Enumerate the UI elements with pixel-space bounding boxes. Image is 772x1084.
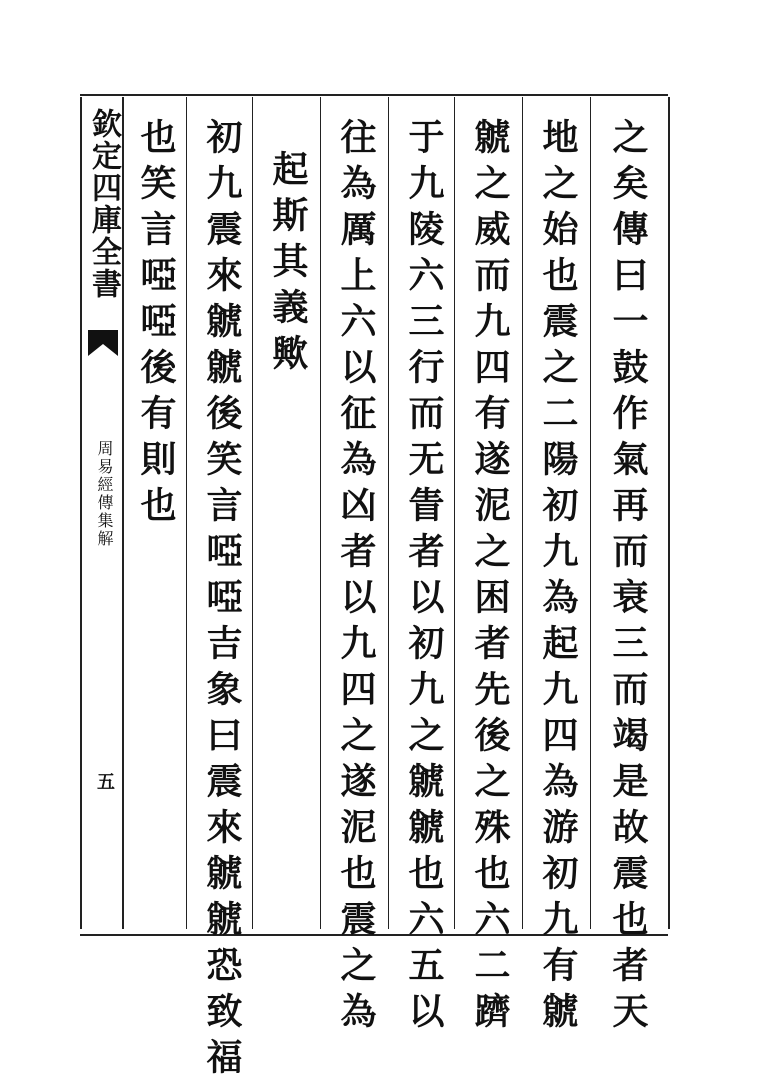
column-rule (388, 97, 389, 929)
text-column-1: 之矣傳曰一鼓作氣再而衰三而竭是故震也者天 (607, 118, 649, 1038)
fishtail-mark (86, 328, 120, 358)
page-number: 五 (94, 772, 115, 790)
column-rule (186, 97, 187, 929)
column-rule (590, 97, 591, 929)
text-column-5: 往為厲上六以征為凶者以九四之遂泥也震之為 (335, 118, 377, 1038)
column-rule (522, 97, 523, 929)
text-column-6: 起斯其義歟 (267, 150, 309, 380)
column-rule (320, 97, 321, 929)
spine-rule (122, 97, 124, 929)
text-column-3: 虩之威而九四有遂泥之困者先後之殊也六二躋 (469, 118, 511, 1038)
page-edge-rule (80, 97, 82, 929)
text-column-4: 于九陵六三行而无眚者以初九之虩虩也六五以 (403, 118, 445, 1038)
column-rule (252, 97, 253, 929)
column-rule (454, 97, 455, 929)
spine-book-title: 周易經傳集解 (95, 440, 114, 548)
column-rule (668, 97, 670, 929)
text-column-8: 也笑言啞啞後有則也 (135, 118, 177, 532)
text-column-2: 地之始也震之二陽初九為起九四為游初九有虩 (537, 118, 579, 1038)
text-column-7: 初九震來虩虩後笑言啞啞吉象曰震來虩虩恐致福 (201, 118, 243, 1084)
spine-title: 欽定四庫全書 (86, 108, 121, 300)
